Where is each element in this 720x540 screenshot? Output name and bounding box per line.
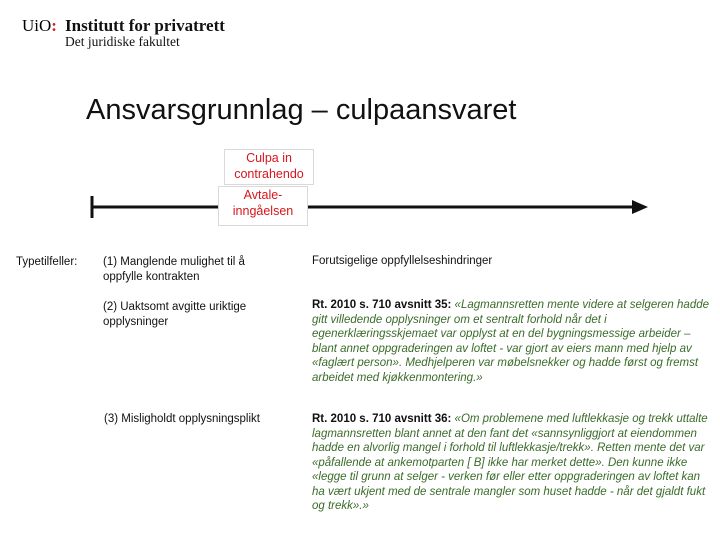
right-text-1: Forutsigelige oppfyllelseshindringer	[312, 255, 493, 267]
culpa-box: Culpa in contrahendo	[224, 149, 314, 185]
quote-35: «Lagmannsretten mente videre at selgeren hadde gitt villedende opplysninger om et sentralt forhold når det i egenerklæringsskjemaet var opplyst at en del bygningsmessige arbeider – blant annet oppgraderingen av loftet - var gjort av eiers mann med hjelp av «faglært person». Medhjelperen var møbelsnekker og hadde først og fremst arbeidet med kjøkkenmontering.»	[312, 299, 710, 384]
reference-35: Rt. 2010 s. 710 avsnitt 35:	[312, 299, 452, 311]
timeline-arrow	[88, 192, 648, 222]
case-1: (1) Manglende mulighet til å oppfylle kontrakten	[103, 256, 245, 283]
reference-36: Rt. 2010 s. 710 avsnitt 36:	[312, 413, 452, 425]
faculty-name: Det juridiske fakultet	[65, 34, 180, 49]
quote-block-35	[312, 298, 712, 385]
institute-name: Institutt for privatrett	[65, 16, 225, 35]
slide-title: Ansvarsgrunnlag – culpaansvaret	[86, 94, 517, 126]
avtale-box: Avtale-inngåelsen	[218, 186, 308, 226]
quote-36: «Om problemene med luftlekkasje og trekk uttalte lagmannsretten blant annet at den fant det «sannsynliggjort at eiendommen hadde en alvorlig mangel i forhold til luftlekkasje/trekk». Retten mente det var «påfallende at ankemotparten [ B] ikke har merket dette». Den kunne ikke «legge til grunn at selger - verken før eller etter oppgraderingen av loftet kan ha vært ukjent med de sentrale mangler som huset hadde - når det gjaldt fukt og trekk».»	[312, 413, 708, 512]
quote-block-36	[312, 412, 712, 514]
timeline-arrowhead	[632, 200, 648, 214]
uio-wordmark: UiO:	[22, 16, 57, 35]
case-3: (3) Misligholdt opplysningsplikt	[104, 413, 260, 425]
case-2: (2) Uaktsomt avgitte uriktige opplysninger	[103, 301, 247, 328]
typetilfeller-label: Typetilfeller:	[16, 256, 78, 268]
